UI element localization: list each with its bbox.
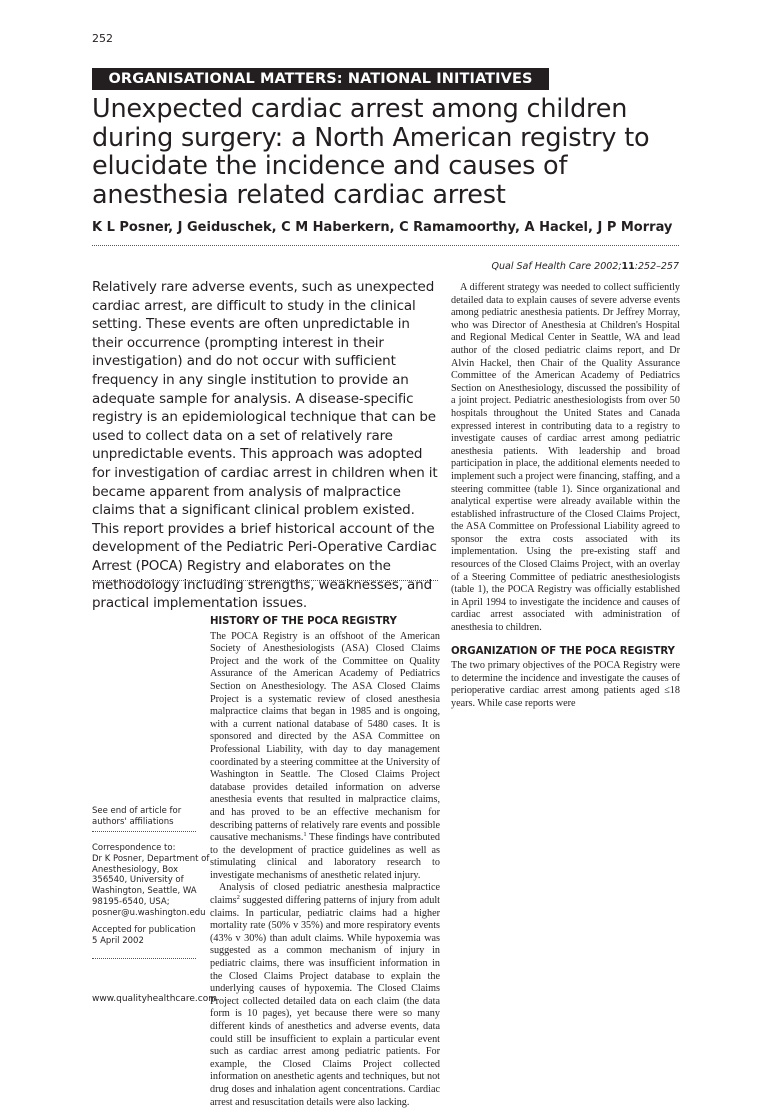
page-number: 252 [92,32,113,45]
note-line: authors' affiliations [92,816,174,827]
dotted-rule [92,245,679,246]
citation-journal: Qual Saf Health Care [491,261,592,272]
section-banner: ORGANISATIONAL MATTERS: NATIONAL INITIATIVES [92,68,549,90]
paragraph: Analysis of closed pediatric anesthesia malpractice claims$^2$ suggested differing patterns of injury from adult claims. In particular, pediatric claims had a higher mortality rate (50% v 35%) and more respiratory events (43% v 30%) than adult claims. While hypoxemia was suggested as a common mechanism of injury in pediatric claims, there was insufficient information in the Closed Claims Project database to explain the underlying causes of hypoxemia. The Closed Claims Project collected detailed data on each claim (the data form is 10 pages), yet because there were so many different kinds of anesthetics and adverse events, data could still be insufficient to explain a particular event such as cardiac arrest among pediatric patients. For example, the Closed Claims Project collected information on anesthetic agents and techniques, but not drug doses and inhalation agent concentrations. Cardiac arrest and resuscitation details were also lacking. [210,882,440,1108]
dotted-rule [92,831,196,832]
reference-mark: 1 [303,831,307,839]
email-line: posner@u.washington.edu [92,907,206,918]
author-list: K L Posner, J Geiduschek, C M Haberkern, C Ramamoorthy, A Hackel, J P Morray [92,220,673,235]
correspondence-note [92,843,210,919]
dotted-rule [92,958,196,959]
note-line: Correspondence to: [92,843,176,853]
note-line: Washington, Seattle, WA [92,886,197,897]
citation [460,261,679,272]
section-heading-organization: ORGANIZATION OF THE POCA REGISTRY [451,645,675,657]
citation-volume: 11 [621,261,635,272]
reference-mark: 2 [236,894,240,902]
note-line: 5 April 2002 [92,935,144,946]
abstract: Relatively rare adverse events, such as unexpected cardiac arrest, are difficult to study in the clinical setting. These events are often unpredictable in their occurrence (prompting interest in their investigation) and do not occur with sufficient frequency in any single institution to provide an adequate sample for analysis. A disease-specific registry is an epidemiological technique that can be used to collect data on a set of relatively rare unpredictable events. This approach was adopted for investigation of cardiac arrest in children when it became apparent from analysis of malpractice claims that a significant clinical problem existed. This report provides a brief historical account of the development of the Pediatric Peri-Operative Cardiac Arrest (POCA) Registry and elaborates on the methodology including strengths, weaknesses, and practical implementation issues. [92,279,438,612]
note-line: Anesthesiology, Box [92,864,178,875]
citation-year: 2002; [594,261,622,272]
note-line: Dr K Posner, Department of [92,853,210,864]
body-column-middle [210,616,440,1109]
note-line: Accepted for publication [92,925,196,935]
paragraph: The POCA Registry is an offshoot of the American Society of Anesthesiologists (ASA) Closed Claims Project and the work of the Committee on Quality Assurance of the American Academy of Pediatrics Section on Anesthesiology. The ASA Closed Claims Project is a systematic review of closed anesthesia malpractice claims that began in 1985 and is ongoing, with a current national database of 5480 cases. It is sponsored and directed by the ASA Committee on Professional Liability, with day to day management coordinated by a steering committee at the University of Washington in Seattle. The Closed Claims Project database provides detailed information on adverse anesthesia events that resulted in malpractice claims, and has proved to be an effective mechanism for describing patterns of relatively rare events and possible causative mechanisms.$^1$ These findings have contributed to the development of practice guidelines as well as stimulating clinical and laboratory research to investigate mechanisms of anesthetic related injury. [210,630,440,881]
note-line: See end of article for [92,806,182,816]
note-line: 356540, University of [92,875,184,886]
section-heading-history: HISTORY OF THE POCA REGISTRY [210,616,397,627]
affiliation-note [92,806,204,828]
citation-pages: :252–257 [634,261,679,272]
article-title: Unexpected cardiac arrest among children during surgery: a North American registry to elucidate the incidence and causes of anesthesia related cardiac arrest [92,94,650,210]
accepted-note [92,925,204,947]
body-column-right [451,282,680,711]
dotted-rule [92,580,438,581]
paragraph: The two primary objectives of the POCA Registry were to determine the incidence and investigate the causes of perioperative cardiac arrest among patients aged ≤18 years. While case reports were [451,660,680,709]
note-line: 98195-6540, USA; [92,896,170,907]
paragraph: A different strategy was needed to collect sufficiently detailed data to explain causes of severe adverse events among pediatric anesthesia patients. Dr Jeffrey Morray, who was Director of Anesthesia at Children's Hospital and Regional Medical Center in Seattle, WA and lead author of the closed pediatric claims report, and Dr Alvin Hackel, then Chair of the Quality Assurance Committee of the American Academy of Pediatrics Section on Anesthesiology, discussed the possibility of a joint project. Pediatric anesthesiologists from over 50 hospitals throughout the United States and Canada expressed interest in contributing data to a registry to investigate causes of cardiac arrest among pediatric anesthesia patients. With leadership and broad participation in place, the additional elements needed to implement such a project were financing, staffing, and a steering committee (table 1). Since organizational and analytical expertise were already available within the established infrastructure of the Closed Claims Project, the ASA Committee on Professional Liability agreed to sponsor the extra costs associated with its implementation. Using the pre-existing staff and resources of the Closed Claims Project, with an overlay of a Steering Committee of pediatric anesthesiologists (table 1), the POCA Registry was officially established in April 1994 to investigate the incidence and causes of cardiac arrest associated with administration of anesthesia to children. [451,282,680,634]
footer-url: www.qualityhealthcare.com [92,994,217,1004]
